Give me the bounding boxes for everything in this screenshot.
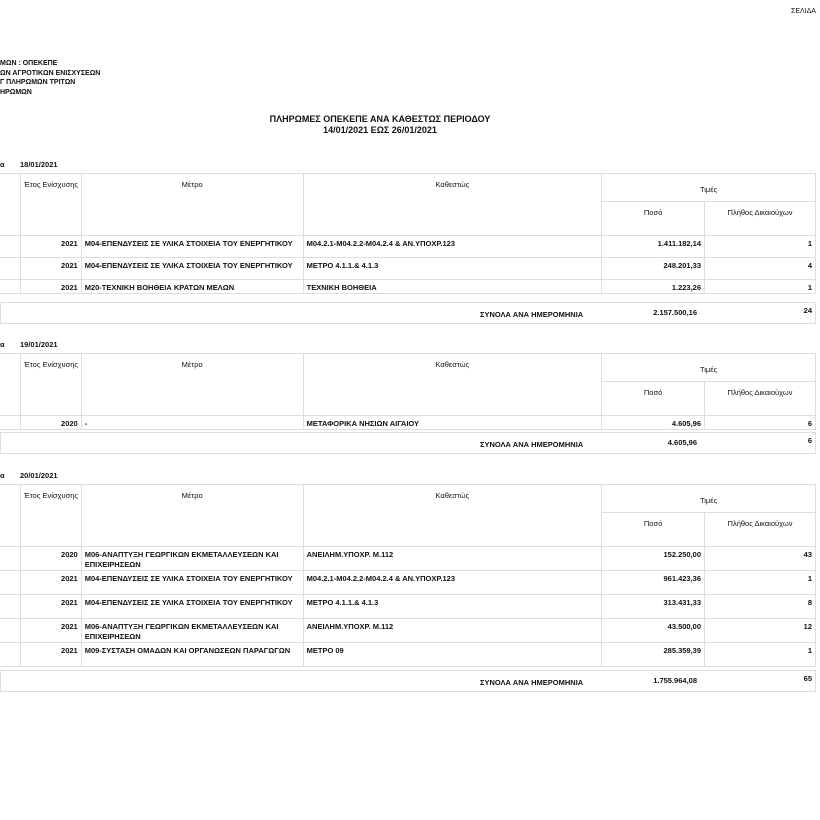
table-row: [0, 236, 816, 258]
regime-cell: Μ04.2.1-Μ04.2.2-Μ04.2.4 & ΑΝ.ΥΠΟΧΡ.123: [303, 571, 602, 595]
table-row: [0, 547, 816, 571]
table-row: [0, 619, 816, 643]
measure-cell: Μ04-ΕΠΕΝΔΥΣΕΙΣ ΣΕ ΥΛΙΚΑ ΣΤΟΙΧΕΙΑ ΤΟΥ ΕΝΕΡΓΗΤΙΚΟΥ: [81, 571, 303, 595]
amount-cell: 1.411.182,14: [602, 236, 705, 258]
totals-label: ΣΥΝΟΛΑ ΑΝΑ ΗΜΕΡΟΜΗΝΙΑ: [480, 678, 584, 687]
blank-header-cell: [0, 174, 21, 236]
regime-cell: ΑΝΕΙΛΗΜ.ΥΠΟΧΡ. Μ.112: [303, 547, 602, 571]
beneficiaries-header: Πλήθος Δικαιούχων: [705, 202, 816, 236]
totals-row: [0, 432, 816, 454]
amount-cell: 4.605,96: [602, 416, 705, 430]
blank-header-cell: [0, 354, 21, 416]
year-cell: 2021: [21, 258, 82, 280]
regime-header: Καθεστώς: [303, 485, 602, 547]
year-header: Έτος Ενίσχυσης: [21, 485, 82, 547]
table-row: [0, 258, 816, 280]
row-blank-cell: [0, 547, 21, 571]
amount-cell: 248.201,33: [602, 258, 705, 280]
year-header: Έτος Ενίσχυσης: [21, 354, 82, 416]
amount-header: Ποσό: [602, 202, 705, 236]
date-label-fragment: α: [0, 340, 5, 349]
row-blank-cell: [0, 258, 21, 280]
row-blank-cell: [0, 643, 21, 667]
table-header-row: [0, 174, 816, 202]
values-header: Τιμές: [602, 174, 816, 202]
row-blank-cell: [0, 236, 21, 258]
org-line: ΩΝ ΑΓΡΟΤΙΚΩΝ ΕΝΙΣΧΥΣΕΩΝ: [0, 69, 101, 77]
totals-row: [0, 302, 816, 324]
measure-cell: Μ04-ΕΠΕΝΔΥΣΕΙΣ ΣΕ ΥΛΙΚΑ ΣΤΟΙΧΕΙΑ ΤΟΥ ΕΝΕΡΓΗΤΙΚΟΥ: [81, 236, 303, 258]
date-heading: [0, 471, 58, 480]
year-header: Έτος Ενίσχυσης: [21, 174, 82, 236]
row-blank-cell: [0, 416, 21, 430]
total-amount: 4.605,96: [667, 438, 697, 447]
row-blank-cell: [0, 571, 21, 595]
year-cell: 2021: [21, 595, 82, 619]
amount-cell: 43.500,00: [602, 619, 705, 643]
year-cell: 2020: [21, 547, 82, 571]
org-line: ΜΩΝ : ΟΠΕΚΕΠΕ: [0, 60, 58, 67]
measure-cell: Μ06-ΑΝΑΠΤΥΞΗ ΓΕΩΡΓΙΚΩΝ ΕΚΜΕΤΑΛΛΕΥΣΕΩΝ ΚΑΙ ΕΠΙΧΕΙΡΗΣΕΩΝ: [81, 619, 303, 643]
row-blank-cell: [0, 280, 21, 294]
table-header-row: [0, 354, 816, 382]
table-header-row: [0, 485, 816, 513]
regime-cell: Μ04.2.1-Μ04.2.2-Μ04.2.4 & ΑΝ.ΥΠΟΧΡ.123: [303, 236, 602, 258]
regime-header: Καθεστώς: [303, 174, 602, 236]
amount-cell: 285.359,39: [602, 643, 705, 667]
report-period: 14/01/2021 ΕΩΣ 26/01/2021: [323, 125, 437, 135]
measure-header: Μέτρο: [81, 485, 303, 547]
year-cell: 2021: [21, 280, 82, 294]
year-cell: 2021: [21, 619, 82, 643]
beneficiaries-cell: 1: [705, 280, 816, 294]
year-cell: 2021: [21, 571, 82, 595]
measure-cell: Μ06-ΑΝΑΠΤΥΞΗ ΓΕΩΡΓΙΚΩΝ ΕΚΜΕΤΑΛΛΕΥΣΕΩΝ ΚΑΙ ΕΠΙΧΕΙΡΗΣΕΩΝ: [81, 547, 303, 571]
payments-table: [0, 353, 816, 430]
beneficiaries-cell: 43: [705, 547, 816, 571]
table-row: [0, 416, 816, 430]
values-header: Τιμές: [602, 485, 816, 513]
date-label-fragment: α: [0, 160, 5, 169]
amount-header: Ποσό: [602, 382, 705, 416]
year-cell: 2021: [21, 236, 82, 258]
total-amount: 1.755.964,08: [653, 676, 697, 685]
date-heading: [0, 160, 58, 169]
table-row: [0, 280, 816, 294]
page-label: ΣΕΛΙΔΑ: [791, 8, 816, 15]
amount-header: Ποσό: [602, 513, 705, 547]
date-value: 19/01/2021: [20, 340, 58, 349]
date-value: 18/01/2021: [20, 160, 58, 169]
measure-header: Μέτρο: [81, 174, 303, 236]
date-heading: [0, 340, 58, 349]
row-blank-cell: [0, 619, 21, 643]
date-value: 20/01/2021: [20, 471, 58, 480]
total-beneficiaries: 65: [803, 674, 812, 683]
beneficiaries-header: Πλήθος Δικαιούχων: [705, 382, 816, 416]
regime-cell: ΜΕΤΡΟ 4.1.1.& 4.1.3: [303, 258, 602, 280]
amount-cell: 313.431,33: [602, 595, 705, 619]
table-row: [0, 643, 816, 667]
amount-cell: 152.250,00: [602, 547, 705, 571]
organization-header: [0, 59, 100, 97]
beneficiaries-cell: 8: [705, 595, 816, 619]
measure-cell: Μ20-ΤΕΧΝΙΚΗ ΒΟΗΘΕΙΑ ΚΡΑΤΩΝ ΜΕΛΩΝ: [81, 280, 303, 294]
measure-cell: -: [81, 416, 303, 430]
beneficiaries-cell: 12: [705, 619, 816, 643]
beneficiaries-cell: 4: [705, 258, 816, 280]
regime-cell: ΜΕΤΡΟ 09: [303, 643, 602, 667]
beneficiaries-cell: 1: [705, 643, 816, 667]
total-beneficiaries: 6: [807, 436, 812, 445]
row-blank-cell: [0, 595, 21, 619]
values-header: Τιμές: [602, 354, 816, 382]
beneficiaries-header: Πλήθος Δικαιούχων: [705, 513, 816, 547]
date-label-fragment: α: [0, 471, 5, 480]
totals-label: ΣΥΝΟΛΑ ΑΝΑ ΗΜΕΡΟΜΗΝΙΑ: [480, 440, 584, 449]
report-title: ΠΛΗΡΩΜΕΣ ΟΠΕΚΕΠΕ ΑΝΑ ΚΑΘΕΣΤΩΣ ΠΕΡΙΟΔΟΥ: [269, 114, 491, 124]
total-beneficiaries: 24: [803, 306, 812, 315]
table-row: [0, 571, 816, 595]
table-row: [0, 595, 816, 619]
regime-cell: ΑΝΕΙΛΗΜ.ΥΠΟΧΡ. Μ.112: [303, 619, 602, 643]
year-cell: 2021: [21, 643, 82, 667]
amount-cell: 1.223,26: [602, 280, 705, 294]
totals-row: [0, 670, 816, 692]
beneficiaries-cell: 1: [705, 571, 816, 595]
beneficiaries-cell: 6: [705, 416, 816, 430]
measure-cell: Μ04-ΕΠΕΝΔΥΣΕΙΣ ΣΕ ΥΛΙΚΑ ΣΤΟΙΧΕΙΑ ΤΟΥ ΕΝΕΡΓΗΤΙΚΟΥ: [81, 595, 303, 619]
payments-table: [0, 173, 816, 294]
amount-cell: 961.423,36: [602, 571, 705, 595]
year-cell: 2020: [21, 416, 82, 430]
totals-label: ΣΥΝΟΛΑ ΑΝΑ ΗΜΕΡΟΜΗΝΙΑ: [480, 310, 584, 319]
org-line: ΗΡΩΜΩΝ: [0, 88, 32, 96]
measure-cell: Μ04-ΕΠΕΝΔΥΣΕΙΣ ΣΕ ΥΛΙΚΑ ΣΤΟΙΧΕΙΑ ΤΟΥ ΕΝΕΡΓΗΤΙΚΟΥ: [81, 258, 303, 280]
payments-table: [0, 484, 816, 667]
blank-header-cell: [0, 485, 21, 547]
measure-cell: Μ09-ΣΥΣΤΑΣΗ ΟΜΑΔΩΝ ΚΑΙ ΟΡΓΑΝΩΣΕΩΝ ΠΑΡΑΓΩΓΩΝ: [81, 643, 303, 667]
total-amount: 2.157.500,16: [653, 308, 697, 317]
org-line: Γ ΠΛΗΡΩΜΩΝ ΤΡΙΤΩΝ: [0, 79, 76, 86]
regime-cell: ΤΕΧΝΙΚΗ ΒΟΗΘΕΙΑ: [303, 280, 602, 294]
regime-cell: ΜΕΤΑΦΟΡΙΚΑ ΝΗΣΙΩΝ ΑΙΓΑΙΟΥ: [303, 416, 602, 430]
measure-header: Μέτρο: [81, 354, 303, 416]
regime-cell: ΜΕΤΡΟ 4.1.1.& 4.1.3: [303, 595, 602, 619]
beneficiaries-cell: 1: [705, 236, 816, 258]
regime-header: Καθεστώς: [303, 354, 602, 416]
